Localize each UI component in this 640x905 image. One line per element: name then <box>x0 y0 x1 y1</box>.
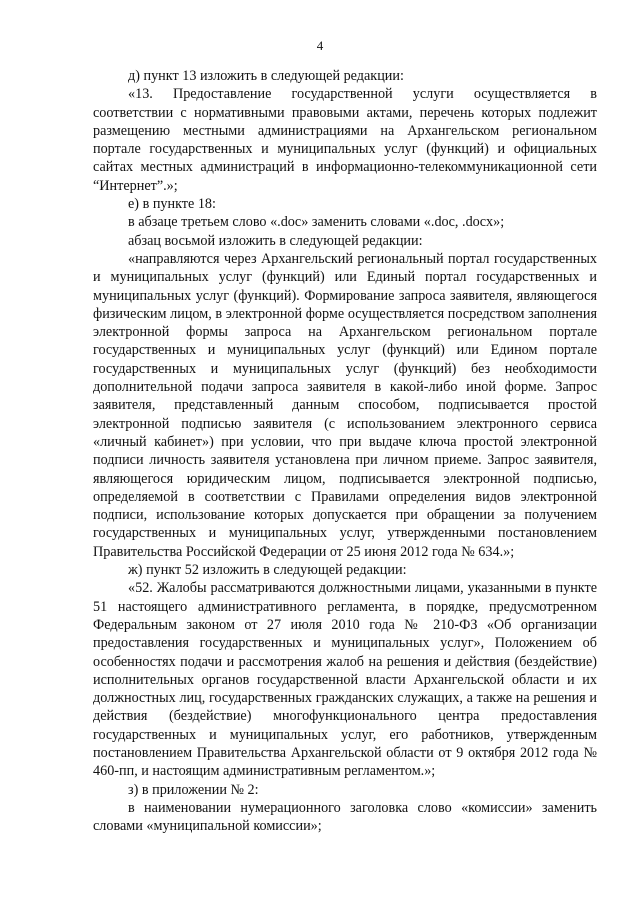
paragraph-three-replacement: в абзаце третьем слово «.doc» заменить словами «.doc, .docx»; <box>128 214 505 231</box>
appendix-title-replacement: в наименовании нумерационного заголовка слово «комиссии» заменить словами «муниципальной комиссии»; <box>93 799 597 835</box>
page-number: 4 <box>316 38 324 53</box>
document-body <box>93 67 597 835</box>
paragraph-eight-text: «направляются через Архангельский региональный портал государственных и муниципальных услуг (функций) или Единый портал государственных и муниципальных услуг (функций). Формирование запроса заявителя, являющегося физическим лицом, в электронной форме осуществляется посредством заполнения электронной формы запроса на Архангельском региональном портале государственных и муниципальных услуг (функций) или Едином портале государственных и муниципальных услуг (функций) без необходимости дополнительной подачи запроса заявителя в какой-либо иной форме. Запрос заявителя, представленный данным способом, подписывается простой электронной подписью заявителя (с использованием электронного сервиса «личный кабинет») при условии, что при выдаче ключа простой электронной подписи личность заявителя установлена при личном приеме. Запрос заявителя, являющегося юридическим лицом, подписывается электронной подписью, определяемой в соответствии с Правилами определения видов электронной подписи, использование которых допускается при обращении за получением государственных и муниципальных услуг, утвержденными постановлением Правительства Российской Федерации от 25 июня 2012 года № 634.»; <box>93 250 597 560</box>
item-zh-heading: ж) пункт 52 изложить в следующей редакции: <box>128 562 407 579</box>
item-e-heading: е) в пункте 18: <box>128 196 216 213</box>
item-d-heading: д) пункт 13 изложить в следующей редакции: <box>128 68 404 84</box>
point-52-text: «52. Жалобы рассматриваются должностными лицами, указанными в пункте 51 настоящего административного регламента, в порядке, предусмотренном Федеральным законом от 27 июля 2010 года № 210-ФЗ «Об организации предоставления государственных и муниципальных услуг», Положением об особенностях подачи и рассмотрения жалоб на решения и действия (бездействие) исполнительных органов государственной власти Архангельской области и их должностных лиц, государственных гражданских служащих, а также на решения и действия (бездействие) многофункционального центра предоставления государственных и муниципальных услуг, его работников, утвержденным постановлением Правительства Архангельской области от 9 октября 2012 года № 460-пп, и настоящим административным регламентом.»; <box>93 580 597 780</box>
paragraph-eight-heading: абзац восьмой изложить в следующей редакции: <box>128 232 423 249</box>
item-z-heading: з) в приложении № 2: <box>128 781 259 798</box>
point-13-text: «13. Предоставление государственной услуги осуществляется в соответствии с нормативными правовыми актами, перечень которых подлежит размещению местными администрациями на Архангельском региональном портале государственных и муниципальных услуг (функций) и официальных сайтах местных администраций в информационно-телекоммуникационной сети “Интернет”.»; <box>93 86 597 194</box>
